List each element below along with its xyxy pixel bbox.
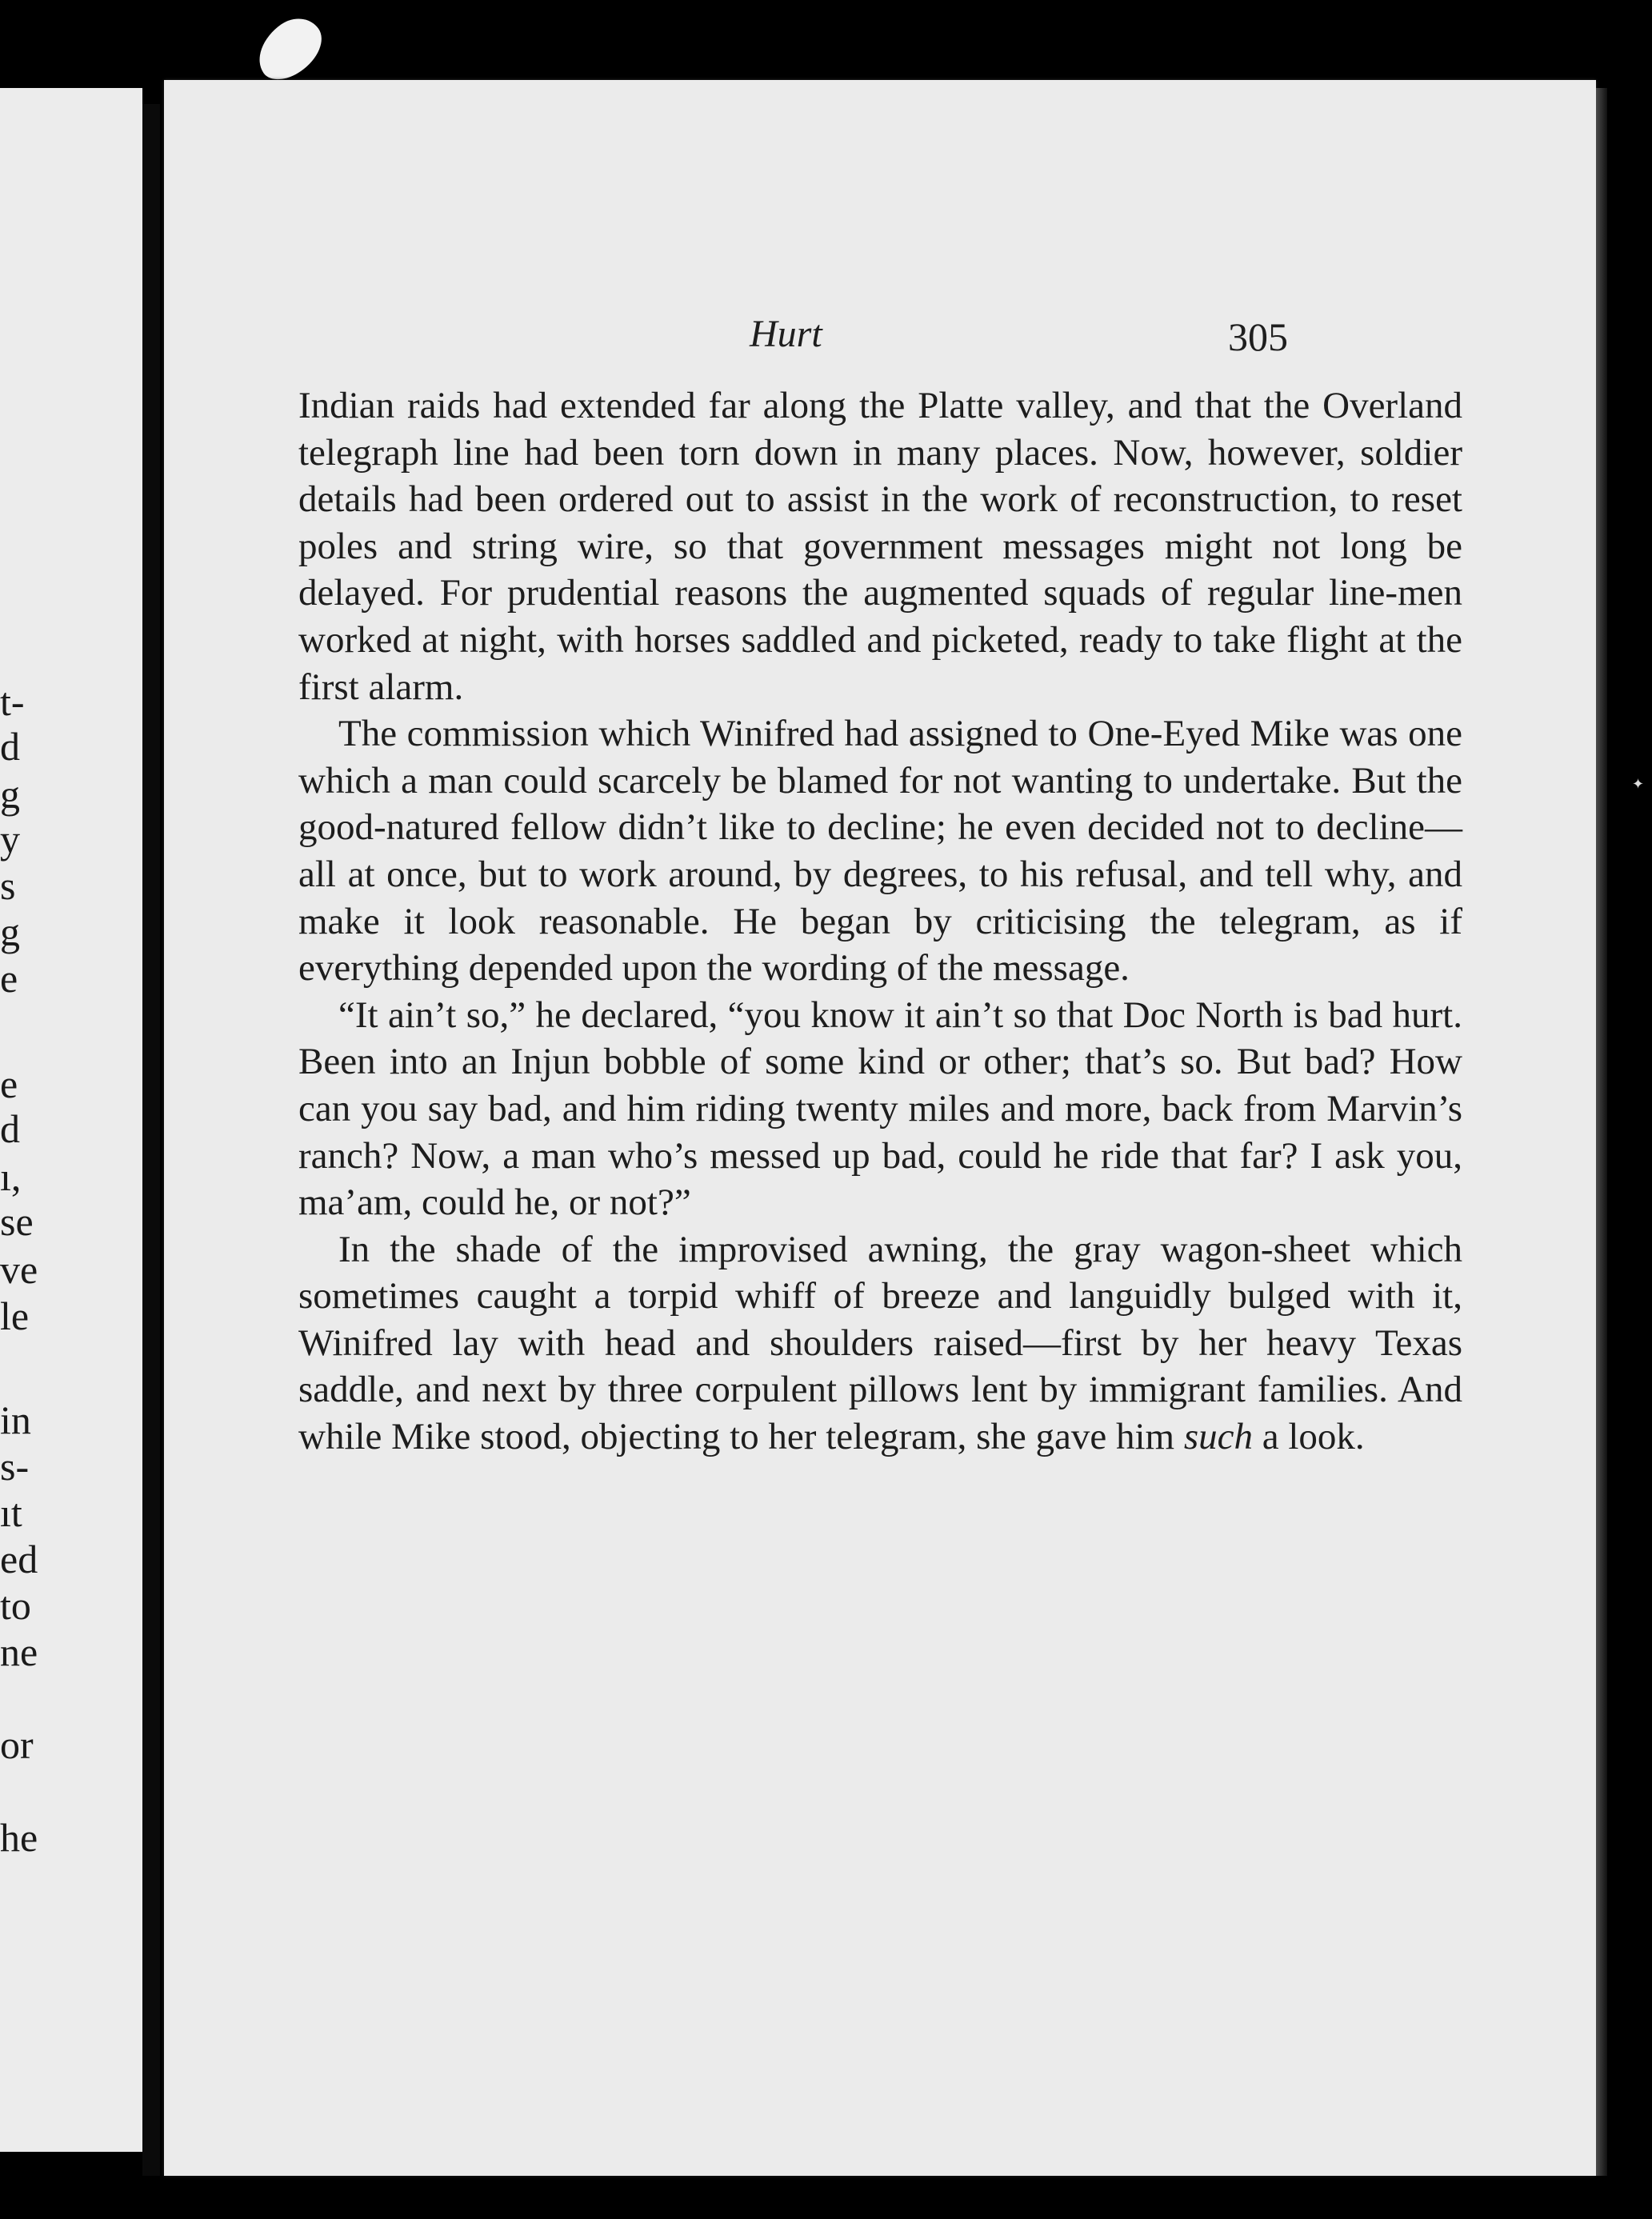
paragraph bbox=[298, 1226, 1462, 1461]
facing-page-fragment: t- bbox=[0, 679, 25, 724]
facing-page-strip bbox=[0, 88, 142, 2152]
scan-speck: ✦ bbox=[1632, 776, 1645, 792]
facing-page-fragment: in bbox=[0, 1397, 31, 1442]
facing-page-fragment: he bbox=[0, 1815, 38, 1860]
facing-page-fragment: g bbox=[0, 772, 20, 817]
facing-page-fragment: ı, bbox=[0, 1154, 22, 1199]
facing-page-fragment: ıt bbox=[0, 1490, 22, 1535]
page-edge-shadow bbox=[1596, 88, 1607, 2176]
facing-page-fragment: y bbox=[0, 817, 20, 862]
facing-page-fragment: le bbox=[0, 1293, 30, 1338]
page-header bbox=[164, 312, 1596, 368]
emphasis: such bbox=[1183, 1416, 1253, 1458]
body-text bbox=[298, 382, 1462, 1461]
book-page bbox=[164, 80, 1596, 2176]
book-gutter bbox=[142, 104, 160, 2176]
facing-page-fragment: ve bbox=[0, 1247, 38, 1292]
facing-page-fragment: g bbox=[0, 910, 20, 954]
facing-page-fragment: or bbox=[0, 1722, 34, 1767]
facing-page-fragment: e bbox=[0, 1062, 18, 1106]
facing-page-fragment: se bbox=[0, 1199, 34, 1244]
facing-page-fragment: ne bbox=[0, 1629, 38, 1674]
paragraph-text: In the shade of the improvised awning, the gray wagon-sheet which sometimes caught a torpid whiff of breeze and languidly bulged with it, Winifred lay with head and shoulders raised—first by her heavy Texas saddle, and next by three corpulent pillows lent by immigrant families. And while Mike stood, objecting to her telegram, she gave him bbox=[298, 1228, 1462, 1458]
facing-page-fragment: d bbox=[0, 724, 20, 769]
running-head: Hurt bbox=[750, 313, 822, 355]
facing-page-fragment: s- bbox=[0, 1444, 30, 1489]
page-number: 305 bbox=[1228, 314, 1288, 359]
facing-page-fragment: d bbox=[0, 1106, 20, 1151]
facing-page-fragment: s bbox=[0, 863, 16, 908]
facing-page-fragment: ed bbox=[0, 1537, 38, 1581]
paragraph-text: a look. bbox=[1253, 1416, 1365, 1458]
paragraph: Indian raids had extended far along the Platte valley, and that the Overland telegraph line had been torn down in many places. Now, however, soldier details had been ordered out to assist in the work of reconstruction, to reset poles and string wire, so that government messages might not long be delayed. For prudential reasons the augmented squads of regular line-men worked at night, with horses saddled and picketed, ready to take flight at the first alarm. bbox=[298, 385, 1462, 708]
page-corner-blemish bbox=[246, 8, 333, 89]
paragraph: The commission which Winifred had assigned to One-Eyed Mike was one which a man could scarcely be blamed for not wanting to undertake. But the good-natured fellow didn’t like to decline; he even decided not to decline—all at once, but to work around, by degrees, to his refusal, and tell why, and make it look reasonable. He began by criticising the telegram, as if everything depended upon the wording of the message. bbox=[298, 713, 1462, 990]
paragraph: “It ain’t so,” he declared, “you know it ain’t so that Doc North is bad hurt. Been into an Injun bobble of some kind or other; that’s so. But bad? How can you say bad, and him riding twenty miles and more, back from Marvin’s ranch? Now, a man who’s messed up bad, could he ride that far? I ask you, ma’am, could he, or not?” bbox=[298, 994, 1462, 1224]
facing-page-fragment: to bbox=[0, 1583, 31, 1628]
facing-page-fragment: e bbox=[0, 956, 18, 1001]
